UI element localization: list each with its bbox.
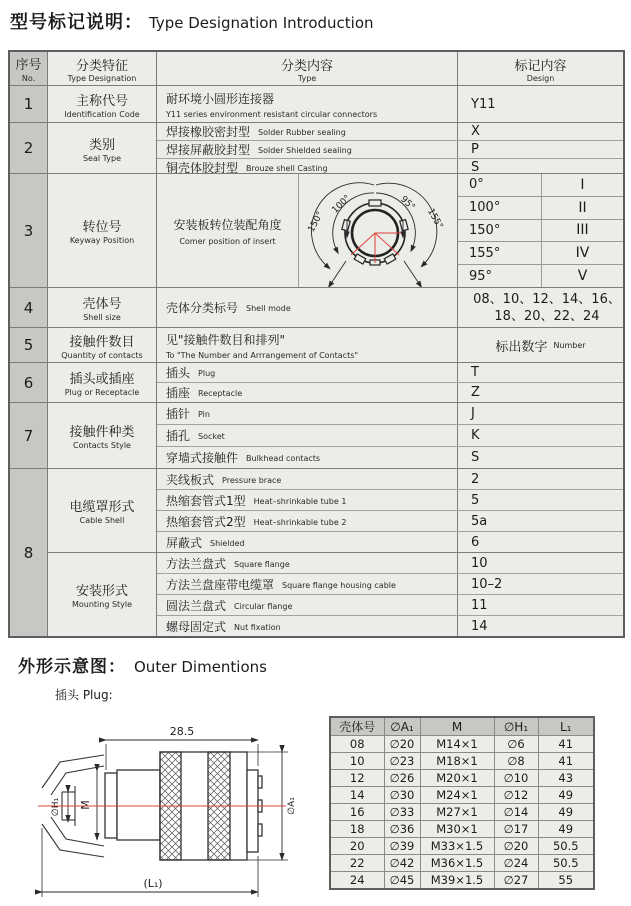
row4-design: 08、10、12、14、16、 18、20、22、24 xyxy=(473,291,621,324)
dim-row: 14 ∅30 M24×1 ∅12 49 xyxy=(330,787,594,804)
row6-feature: 插头或插座 Plug or Receptacle xyxy=(48,363,157,402)
seal-type-sub-row: 焊接橡胶密封型 Solder Rubber sealing X xyxy=(157,123,623,140)
row-shell-size xyxy=(10,287,623,327)
pin-sub-row: 插针 Pin J xyxy=(157,403,623,424)
keyway-angle-100: 100° xyxy=(330,192,353,216)
keyway-code-row: 155° IV xyxy=(458,241,623,264)
plug-label: 插头 Plug: xyxy=(55,688,113,702)
mounting-sub-row: 方法兰盘式 Square flange 10 xyxy=(157,553,623,573)
dim-row: 08 ∅20 M14×1 ∅6 41 xyxy=(330,736,594,753)
type-designation-table xyxy=(8,50,625,638)
dim-28-5: 28.5 xyxy=(169,725,195,738)
row-plug-or-receptacle xyxy=(10,362,623,402)
keyway-angle-95: 95° xyxy=(398,193,417,213)
row-quantity-of-contacts xyxy=(10,327,623,362)
row3-design xyxy=(458,174,623,287)
dim-row: 18 ∅36 M30×1 ∅17 49 xyxy=(330,821,594,838)
row5-no: 5 xyxy=(10,328,48,362)
row-seal-type xyxy=(10,122,623,173)
mounting-sub-row: 方法兰盘座带电缆罩 Square flange housing cable 10–2 xyxy=(157,573,623,594)
dim-header-m: M xyxy=(420,717,494,736)
plug-sub-row: 插头 Plug T xyxy=(157,363,623,382)
cable-shell-sub-row: 热缩套管式2型 Heat–shrinkable tube 2 5a xyxy=(157,510,623,531)
row-keyway-position xyxy=(10,173,623,287)
seal-type-sub-row: 铜壳体胶封型 Brouze shell Casting S xyxy=(157,158,623,176)
row3-feature: 转位号 Keyway Position xyxy=(48,174,157,287)
dim-row: 16 ∅33 M27×1 ∅14 49 xyxy=(330,804,594,821)
keyway-code-row: 95° V xyxy=(458,264,623,287)
header-no-zh: 序号 xyxy=(15,58,42,73)
dim-header-l1: L₁ xyxy=(538,717,594,736)
row-identification-code xyxy=(10,85,623,122)
keyway-code-row: 150° III xyxy=(458,219,623,242)
table-header-row xyxy=(10,52,623,85)
dim-row: 10 ∅23 M18×1 ∅8 41 xyxy=(330,753,594,770)
keyway-code-row: 0° I xyxy=(458,174,623,196)
row3-no: 3 xyxy=(10,174,48,287)
page-title xyxy=(10,8,374,34)
row7-feature: 接触件种类 Contacts Style xyxy=(48,403,157,468)
keyway-code-row: 100° II xyxy=(458,196,623,219)
row5-design: 标出数字 Number xyxy=(495,339,586,355)
dim-m-label: M xyxy=(79,800,92,810)
dim-header-shell: 壳体号 xyxy=(330,717,384,736)
row2-no: 2 xyxy=(10,123,48,173)
dim-header-a1: ∅A₁ xyxy=(384,717,420,736)
plug-dimension-table xyxy=(329,716,595,890)
dim-l1-label: (L₁) xyxy=(143,877,163,890)
row4-feature: 壳体号 Shell size xyxy=(48,288,157,327)
dim-row: 20 ∅39 M33×1.5 ∅20 50.5 xyxy=(330,838,594,855)
row3-content: 安装板转位装配角度 Comer position of insert 150° 100° 95° 155° xyxy=(157,174,458,287)
cable-shell-sub-row: 夹线板式 Pressure brace 2 xyxy=(157,469,623,489)
row1-content: 耐环境小圆形连接器 Y11 series environment resistant circular connectors xyxy=(157,86,458,122)
mounting-sub-row: 圆法兰盘式 Circular flange 11 xyxy=(157,594,623,615)
row6-no: 6 xyxy=(10,363,48,402)
cable-shell-sub-row: 热缩套管式1型 Heat–shrinkable tube 1 5 xyxy=(157,489,623,510)
row4-content: 壳体分类标号 Shell mode xyxy=(157,288,458,327)
socket-sub-row: 插孔 Socket K xyxy=(157,424,623,446)
dim-row: 22 ∅42 M36×1.5 ∅24 50.5 xyxy=(330,855,594,872)
row2-feature: 类别 Seal Type xyxy=(48,123,157,173)
plug-drawing xyxy=(18,700,318,900)
row8-no: 8 xyxy=(10,469,48,636)
keyway-angle-150: 150° xyxy=(306,209,326,234)
page-title-zh: 型号标记说明： xyxy=(10,12,143,33)
dim-header-h1: ∅H₁ xyxy=(494,717,538,736)
row5-content: 见"接触件数目和排列" To "The Number and Arrrangement of Contacts" xyxy=(157,328,458,362)
mounting-style-group: 安装形式 Mounting Style 方法兰盘式 Square flange 10 方法兰盘座带电缆罩 Square flange housing cable 10–2 圆法兰盘式 Circular flange 11 螺母固定式 Nut fixation 14 xyxy=(48,552,623,636)
outer-dimensions-title: 外形示意图： Outer Dimentions xyxy=(18,657,267,677)
mounting-sub-row: 螺母固定式 Nut fixation 14 xyxy=(157,615,623,636)
keyway-angle-155: 155° xyxy=(424,206,445,231)
header-design: 标记内容 Design xyxy=(514,58,567,83)
header-no xyxy=(10,52,48,85)
dim-row: 12 ∅26 M20×1 ∅10 43 xyxy=(330,770,594,787)
dim-table-header xyxy=(330,717,594,736)
header-no-en: No. xyxy=(21,74,36,83)
bulkhead-sub-row: 穿墙式接触件 Bulkhead contacts S xyxy=(157,446,623,468)
row-cable-shell-mounting xyxy=(10,468,623,636)
row1-feature: 主称代号 Identification Code xyxy=(48,86,157,122)
receptacle-sub-row: 插座 Receptacle Z xyxy=(157,382,623,402)
cable-shell-group: 电缆罩形式 Cable Shell 夹线板式 Pressure brace 2 热缩套管式1型 Heat–shrinkable tube 1 5 热缩套管式2型 Heat–shrinkable tube 2 5a 屏蔽式 Shielded 6 xyxy=(48,469,623,552)
header-feature: 分类特征 Type Designation xyxy=(48,52,157,85)
dim-row: 24 ∅45 M39×1.5 ∅27 55 xyxy=(330,872,594,889)
row4-no: 4 xyxy=(10,288,48,327)
cable-shell-sub-row: 屏蔽式 Shielded 6 xyxy=(157,531,623,552)
dim-a1-label: ∅A₁ xyxy=(287,797,297,815)
row1-no: 1 xyxy=(10,86,48,122)
seal-type-sub-row: 焊接屏蔽胶封型 Solder Shielded sealing P xyxy=(157,140,623,158)
page-title-en: Type Designation Introduction xyxy=(149,14,374,32)
keyway-diagram xyxy=(299,174,457,287)
row7-no: 7 xyxy=(10,403,48,468)
row5-feature: 接触件数目 Quantity of contacts xyxy=(48,328,157,362)
row1-design: Y11 xyxy=(471,96,496,112)
header-content: 分类内容 Type xyxy=(157,52,458,85)
dim-h1-label: ∅H₁ xyxy=(51,797,61,817)
row-contacts-style xyxy=(10,402,623,468)
